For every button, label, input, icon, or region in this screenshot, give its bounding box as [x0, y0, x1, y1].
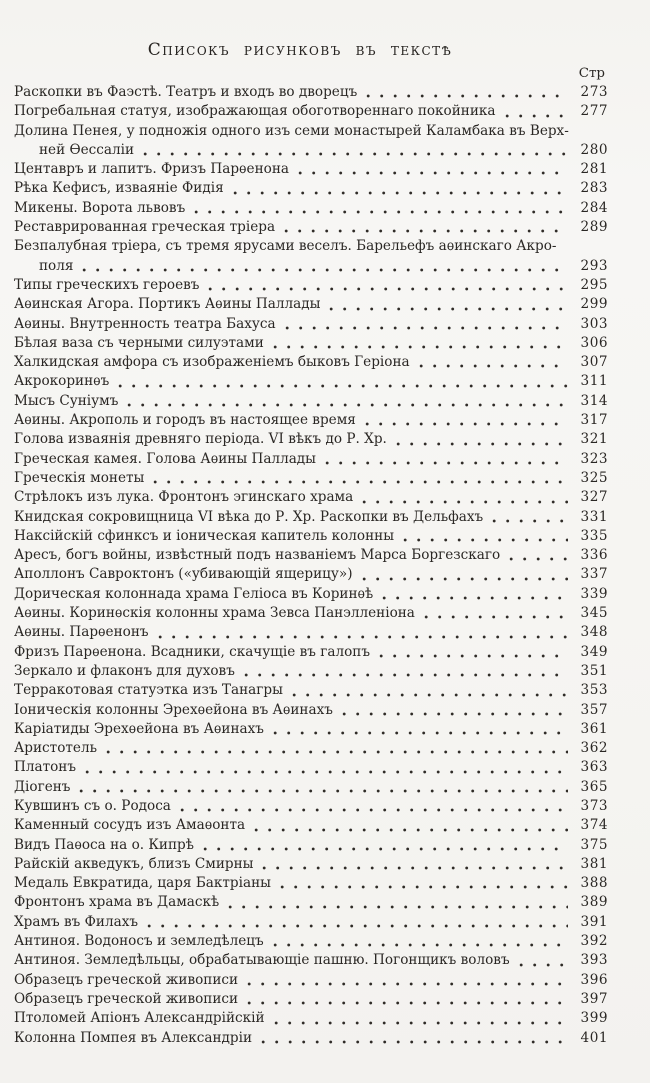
toc-entry-row: [14, 585, 608, 604]
dot-leader: [298, 171, 568, 175]
toc-entry-row: [14, 874, 608, 893]
entry-title: ней Ѳессаліи: [39, 141, 135, 158]
dot-leader: [158, 635, 568, 639]
dot-leader: [424, 615, 568, 619]
figure-list: [14, 83, 608, 1048]
entry-title: Халкидская амфора съ изображеніемъ быковъ Геріона: [14, 354, 410, 371]
entry-page-number: 317: [580, 412, 608, 429]
dot-leader: [419, 364, 568, 368]
entry-title: Дорическая колоннада храма Геліоса въ Коринѳѣ: [14, 585, 374, 602]
entry-title: Образецъ греческой живописи: [14, 990, 239, 1007]
entry-page-number: 401: [580, 1029, 608, 1046]
entry-page-number: 295: [580, 276, 608, 293]
dot-leader: [325, 461, 568, 465]
dot-leader: [106, 750, 568, 754]
entry-page-number: 348: [580, 624, 608, 641]
entry-page-number: 325: [580, 469, 608, 486]
entry-title: Антиноя. Земледѣльцы, обрабатывающіе пашню. Погонщикъ воловъ: [14, 952, 510, 969]
toc-entry-row: [14, 739, 608, 758]
entry-page-number: 303: [580, 315, 608, 332]
toc-entry-row: [14, 199, 608, 218]
entry-title: Долина Пенея, у подножія одного изъ семи монастырей Каламбака въ Верх-: [14, 122, 569, 139]
entry-page-number: 335: [580, 527, 608, 544]
entry-page-number: 381: [580, 855, 608, 872]
toc-entry-row: [14, 488, 608, 507]
entry-title: Райскій акведукъ, близъ Смирны: [14, 855, 254, 872]
entry-title: Іоническія колонны Эрехѳейона въ Аѳинахъ: [14, 701, 333, 718]
toc-entry-row: [14, 778, 608, 797]
entry-page-number: 283: [580, 180, 608, 197]
entry-title: Платонъ: [14, 759, 77, 776]
toc-entry-row: [14, 218, 608, 237]
dot-leader: [403, 538, 568, 542]
toc-entry-row: [14, 295, 608, 314]
toc-entry-row: [14, 913, 608, 932]
dot-leader: [273, 731, 568, 735]
entry-title: Наксійскій сфинксъ и іоническая капитель колонны: [14, 527, 395, 544]
dot-leader: [233, 191, 568, 195]
toc-entry-row: [14, 643, 608, 662]
entry-title: Колонна Помпея въ Александріи: [14, 1029, 253, 1046]
dot-leader: [292, 693, 568, 697]
toc-entry-row: [14, 1029, 608, 1048]
toc-entry-row: [14, 469, 608, 488]
toc-entry-row: [14, 392, 608, 411]
entry-page-number: 396: [580, 971, 608, 988]
dot-leader: [180, 808, 568, 812]
dot-leader: [284, 229, 568, 233]
toc-entry-row: [14, 527, 608, 546]
toc-entry-row: [14, 83, 608, 102]
entry-title: Антиноя. Водоносъ и земледѣлецъ: [14, 933, 264, 950]
entry-title: Аѳины. Внутренность театра Бахуса: [14, 315, 276, 332]
entry-title: Аресъ, богъ войны, извѣстный подъ названіемъ Марса Боргезскаго: [14, 547, 501, 564]
entry-title: Каріатиды Эрехѳейона въ Аѳинахъ: [14, 720, 264, 737]
entry-page-number: 388: [580, 875, 608, 892]
toc-entry-row: [14, 855, 608, 874]
entry-page-number: 375: [580, 836, 608, 853]
entry-title: Аѳинская Агора. Портикъ Аѳины Паллады: [14, 296, 321, 313]
toc-entry-row: [14, 122, 608, 141]
entry-page-number: 363: [580, 759, 608, 776]
toc-entry-row: [14, 102, 608, 121]
entry-page-number: 393: [580, 952, 608, 969]
entry-page-number: 353: [580, 682, 608, 699]
entry-title: поля: [39, 257, 74, 274]
entry-title: Каменный сосудъ изъ Амаѳонта: [14, 817, 246, 834]
dot-leader: [208, 287, 568, 291]
toc-entry-row: [14, 720, 608, 739]
dot-leader: [342, 712, 568, 716]
entry-page-number: 284: [580, 199, 608, 216]
entry-title: Аполлонъ Савроктонъ («убивающій ящерицу»): [14, 566, 353, 583]
entry-title: Медаль Евкратида, царя Бактріаны: [14, 875, 271, 892]
toc-entry-row: [14, 565, 608, 584]
toc-entry-row: [14, 893, 608, 912]
toc-entry-row: [14, 450, 608, 469]
entry-page-number: 345: [580, 605, 608, 622]
entry-title: Аѳины. Акрополь и городъ въ настоящее время: [14, 412, 356, 429]
entry-title: Аѳины. Парѳенонъ: [14, 624, 149, 641]
dot-leader: [379, 654, 568, 658]
entry-page-number: 306: [580, 334, 608, 351]
dot-leader: [362, 500, 568, 504]
dot-leader: [329, 307, 568, 311]
entry-title: Аристотель: [14, 740, 97, 757]
dot-leader: [365, 422, 568, 426]
toc-entry-row: [14, 1009, 608, 1028]
entry-title: Птоломей Апіонъ Александрійскій: [14, 1010, 265, 1027]
entry-title: Реставрированная греческая тріера: [14, 219, 276, 236]
entry-title: Рѣка Кефисъ, изваяніе Фидія: [14, 180, 224, 197]
toc-entry-row: [14, 276, 608, 295]
dot-leader: [285, 326, 568, 330]
entry-page-number: 339: [580, 585, 608, 602]
dot-leader: [362, 577, 568, 581]
page-title: Списокъ рисунковъ въ текстѣ: [147, 40, 453, 60]
toc-entry-row: [14, 623, 608, 642]
toc-entry-row: [14, 334, 608, 353]
entry-title: Книдская сокровищница VI вѣка до Р. Хр. Раскопки въ Дельфахъ: [14, 508, 484, 525]
entry-page-number: 327: [580, 489, 608, 506]
dot-leader: [118, 384, 568, 388]
dot-leader: [244, 673, 568, 677]
entry-page-number: 399: [580, 1010, 608, 1027]
entry-title: Бѣлая ваза съ черными силуэтами: [14, 334, 264, 351]
toc-entry-row: [14, 951, 608, 970]
toc-entry-row: [14, 160, 608, 179]
dot-leader: [143, 152, 568, 156]
entry-page-number: 307: [580, 354, 608, 371]
toc-entry-row: [14, 237, 608, 256]
entry-title: Греческія монеты: [14, 469, 145, 486]
entry-page-number: 321: [580, 431, 608, 448]
toc-entry-row: [14, 411, 608, 430]
entry-title: Зеркало и флаконъ для духовъ: [14, 662, 235, 679]
dot-leader: [273, 345, 568, 349]
toc-entry-row: [14, 836, 608, 855]
entry-page-number: 365: [580, 778, 608, 795]
dot-leader: [194, 210, 568, 214]
toc-entry-row: [14, 971, 608, 990]
entry-title: Безпалубная тріера, съ тремя ярусами веселъ. Барельефъ аѳинскаго Акро-: [14, 238, 557, 255]
entry-title: Раскопки въ Фаэстѣ. Театръ и входъ во дворецъ: [14, 84, 358, 100]
dot-leader: [147, 924, 568, 928]
entry-title: Аѳины. Коринѳскія колонны храма Зевса Панэлленіона: [14, 605, 415, 622]
entry-page-number: 391: [580, 913, 608, 930]
dot-leader: [127, 403, 568, 407]
toc-entry-row: [14, 179, 608, 198]
toc-entry-row: [14, 990, 608, 1009]
toc-entry-row: [14, 508, 608, 527]
entry-title: Образецъ греческой живописи: [14, 971, 239, 988]
dot-leader: [261, 1040, 568, 1044]
entry-page-number: 349: [580, 643, 608, 660]
dot-leader: [254, 828, 568, 832]
entry-page-number: 289: [580, 219, 608, 236]
toc-entry-row: [14, 604, 608, 623]
dot-leader: [153, 480, 568, 484]
entry-page-number: 374: [580, 817, 608, 834]
entry-title: Діогенъ: [14, 778, 71, 795]
dot-leader: [366, 94, 568, 98]
dot-leader: [274, 1021, 568, 1025]
entry-page-number: 281: [580, 161, 608, 178]
entry-page-number: 373: [580, 797, 608, 814]
entry-page-number: 336: [580, 547, 608, 564]
entry-page-number: 311: [580, 373, 608, 390]
page-column-header: Стр: [578, 66, 605, 81]
entry-title: Центавръ и лапитъ. Фризъ Парѳенона: [14, 161, 290, 178]
entry-title: Погребальная статуя, изображающая обоготвореннаго покойника: [14, 103, 496, 120]
toc-entry-row: [14, 257, 608, 276]
dot-leader: [273, 943, 568, 947]
dot-leader: [396, 442, 568, 446]
entry-page-number: 389: [580, 894, 608, 911]
entry-page-number: 331: [580, 508, 608, 525]
toc-entry-row: [14, 546, 608, 565]
entry-title: Голова изваянія древняго періода. VI вѣкъ до Р. Хр.: [14, 431, 387, 448]
entry-title: Фронтонъ храма въ Дамаскѣ: [14, 894, 220, 911]
entry-title: Терракотовая статуэтка изъ Танагры: [14, 682, 283, 699]
entry-page-number: 273: [580, 84, 608, 100]
entry-title: Храмъ въ Филахъ: [14, 913, 139, 930]
entry-title: Видъ Паѳоса на о. Кипрѣ: [14, 836, 194, 853]
dot-leader: [382, 596, 568, 600]
toc-entry-row: [14, 141, 608, 160]
entry-page-number: 277: [580, 103, 608, 120]
entry-title: Кувшинъ съ о. Родоса: [14, 797, 171, 814]
entry-page-number: 351: [580, 662, 608, 679]
dot-leader: [492, 519, 568, 523]
toc-entry-row: [14, 701, 608, 720]
dot-leader: [79, 789, 568, 793]
toc-entry-row: [14, 932, 608, 951]
entry-page-number: 293: [580, 257, 608, 274]
toc-entry-row: [14, 372, 608, 391]
entry-page-number: 361: [580, 720, 608, 737]
entry-page-number: 362: [580, 740, 608, 757]
dot-leader: [519, 963, 568, 967]
toc-entry-row: [14, 430, 608, 449]
dot-leader: [505, 114, 568, 118]
entry-title: Мысъ Суніумъ: [14, 392, 119, 409]
entry-title: Греческая камея. Голова Аѳины Паллады: [14, 450, 316, 467]
toc-entry-row: [14, 816, 608, 835]
entry-title: Фризъ Парѳенона. Всадники, скачущіе въ галопъ: [14, 643, 371, 660]
toc-entry-row: [14, 353, 608, 372]
dot-leader: [247, 982, 568, 986]
entry-page-number: 357: [580, 701, 608, 718]
entry-title: Стрѣлокъ изъ лука. Фронтонъ эгинскаго храма: [14, 489, 354, 506]
dot-leader: [85, 770, 568, 774]
dot-leader: [247, 1001, 568, 1005]
entry-page-number: 397: [580, 990, 608, 1007]
dot-leader: [509, 557, 568, 561]
entry-page-number: 337: [580, 566, 608, 583]
toc-entry-row: [14, 758, 608, 777]
entry-title: Акрокоринѳъ: [14, 373, 110, 390]
toc-entry-row: [14, 681, 608, 700]
toc-entry-row: [14, 662, 608, 681]
dot-leader: [203, 847, 568, 851]
entry-page-number: 314: [580, 392, 608, 409]
figure-list-container: [14, 64, 608, 1048]
toc-entry-row: [14, 797, 608, 816]
entry-page-number: 299: [580, 296, 608, 313]
dot-leader: [82, 268, 568, 272]
toc-entry-row: [14, 315, 608, 334]
entry-page-number: 392: [580, 933, 608, 950]
entry-title: Типы греческихъ героевъ: [14, 276, 200, 293]
dot-leader: [280, 885, 568, 889]
entry-title: Микены. Ворота львовъ: [14, 199, 186, 216]
dot-leader: [228, 905, 568, 909]
dot-leader: [262, 866, 568, 870]
entry-page-number: 323: [580, 450, 608, 467]
entry-page-number: 280: [580, 141, 608, 158]
